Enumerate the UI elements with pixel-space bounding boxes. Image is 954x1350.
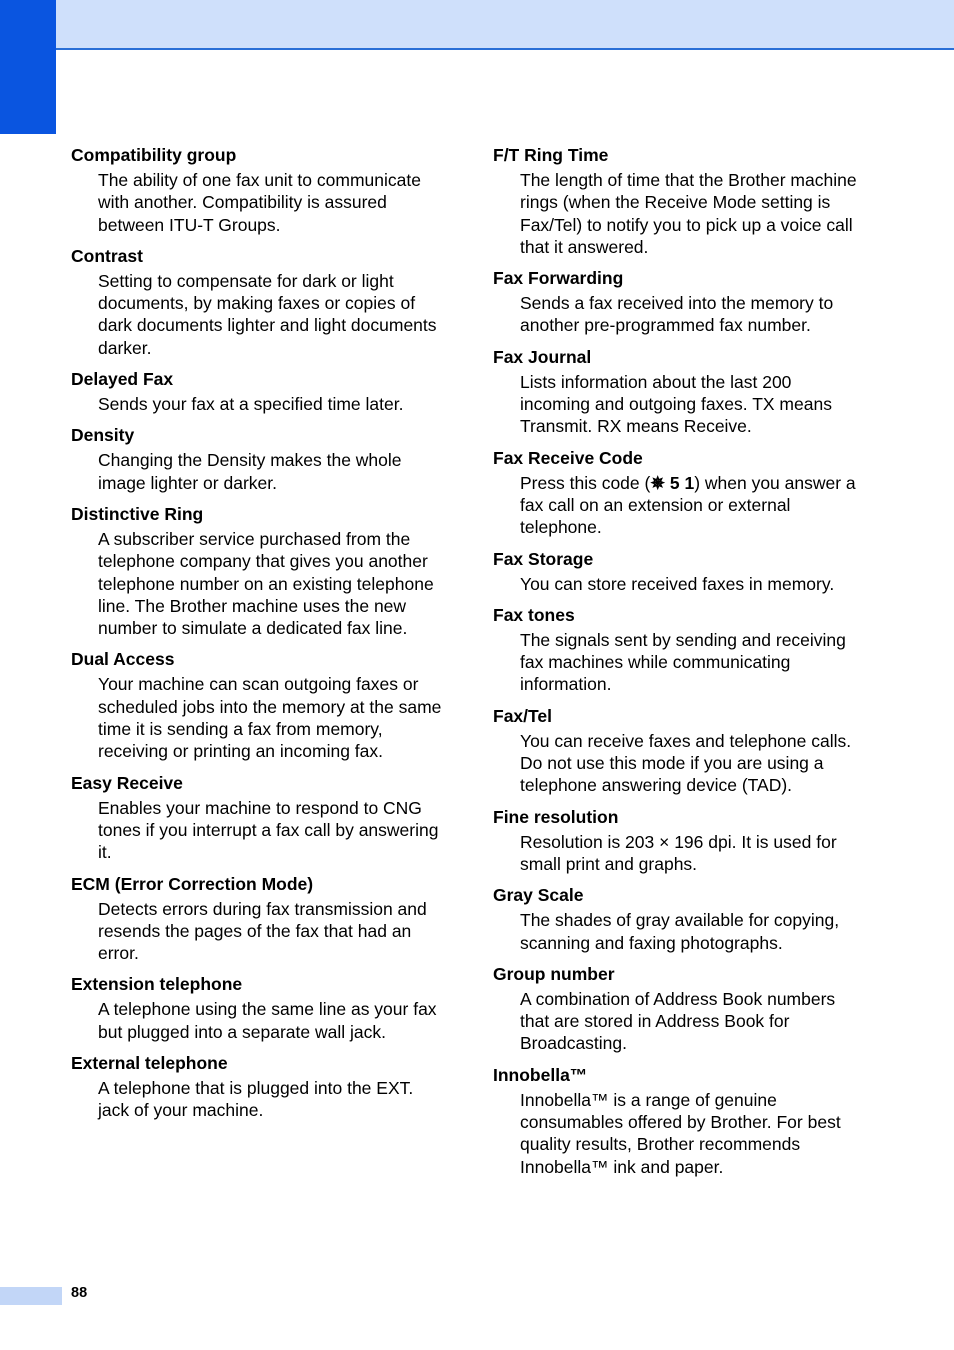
term: Distinctive Ring [71,503,204,524]
term: External telephone [71,1053,228,1074]
definition: A subscriber service purchased from the telephone company that gives you another telephone number on an existing telephone line. The Brother machine uses the new number to simulate a dedicated fax line. [98,528,434,639]
definition: You can receive faxes and telephone calls. Do not use this mode if you are using a telephone answering device (TAD). [520,730,852,796]
definition: Detects errors during fax transmission and resends the pages of the fax that had an error. [98,898,427,964]
term: Group number [493,963,615,984]
glossary-left-column [71,144,443,1131]
glossary-entry-fax-tones [493,604,865,696]
definition-before: Press this code ( [520,472,651,493]
glossary-entry-density [71,424,443,494]
definition: A telephone that is plugged into the EXT. jack of your machine. [98,1078,414,1121]
glossary-entry-easy-receive [71,772,443,864]
glossary-entry-ecm [71,873,443,965]
page-number-tab [0,1287,62,1305]
glossary-entry-fine-resolution [493,806,865,876]
glossary-entry-compatibility-group [71,144,443,236]
glossary-entry-distinctive-ring [71,503,443,639]
definition: Innobella™ is a range of genuine consumables offered by Brother. For best quality results, Brother recommends Innobella™ ink and paper. [520,1089,841,1177]
term: Dual Access [71,649,175,670]
term: Delayed Fax [71,369,174,390]
chapter-tab [0,0,56,134]
term: Fax Receive Code [493,447,643,468]
term: Density [71,425,135,446]
term: Extension telephone [71,974,243,995]
definition: Sends a fax received into the memory to another pre-programmed fax number. [520,293,834,336]
term: Fax Forwarding [493,268,624,289]
term: ECM (Error Correction Mode) [71,873,314,894]
definition: A combination of Address Book numbers that are stored in Address Book for Broadcasting. [520,988,836,1054]
definition: A telephone using the same line as your fax but plugged into a separate wall jack. [98,999,437,1042]
page-number: 88 [71,1285,88,1301]
definition: Sends your fax at a specified time later. [98,394,404,415]
header-band [56,0,954,50]
definition [520,472,865,539]
term: Fax tones [493,604,575,625]
glossary-entry-innobella [493,1064,865,1178]
definition: You can store received faxes in memory. [520,573,835,594]
receive-code: ✵ 5 1 [650,472,695,493]
definition: Changing the Density makes the whole image lighter or darker. [98,450,402,493]
glossary-right-column [493,144,865,1187]
glossary-entry-extension-telephone [71,973,443,1043]
glossary-entry-group-number [493,963,865,1055]
term: Fax Storage [493,548,594,569]
term: Compatibility group [71,145,237,165]
definition: The ability of one fax unit to communicate with another. Compatibility is assured between ITU-T Groups. [98,170,421,235]
glossary-entry-fax-tel [493,705,865,797]
definition: Your machine can scan outgoing faxes or scheduled jobs into the memory at the same time it is sending a fax from memory, receiving or printing an incoming fax. [98,674,442,762]
glossary-entry-fax-journal [493,346,865,438]
term: Fax Journal [493,346,592,367]
definition: The signals sent by sending and receiving fax machines while communicating information. [520,629,846,695]
glossary-entry-external-telephone [71,1052,443,1122]
term: Fax/Tel [493,705,553,726]
term: Fine resolution [493,806,619,827]
glossary-entry-fax-storage [493,548,865,595]
term: Gray Scale [493,885,584,906]
glossary-entry-fax-receive-code [493,447,865,539]
glossary-entry-ft-ring-time [493,144,865,258]
term: Contrast [71,245,143,266]
glossary-entry-gray-scale [493,884,865,954]
definition: The length of time that the Brother machine rings (when the Receive Mode setting is Fax/Tel) to notify you to pick up a voice call that it answered. [520,170,857,257]
term: Innobella™ [493,1064,588,1085]
term: Easy Receive [71,772,183,793]
glossary-entry-dual-access [71,648,443,762]
glossary-entry-fax-forwarding [493,267,865,337]
glossary-entry-delayed-fax [71,368,443,415]
definition: The shades of gray available for copying, scanning and faxing photographs. [520,910,840,953]
definition: Setting to compensate for dark or light documents, by making faxes or copies of dark documents lighter and light documents darker. [98,270,437,358]
definition: Resolution is 203 × 196 dpi. It is used for small print and graphs. [520,831,837,874]
definition: Enables your machine to respond to CNG tones if you interrupt a fax call by answering it. [98,797,439,863]
glossary-entry-contrast [71,245,443,359]
definition: Lists information about the last 200 incoming and outgoing faxes. TX means Transmit. RX means Receive. [520,371,832,437]
definition-after: ) when you answer a fax call on an extension or external telephone. [520,472,856,538]
term: F/T Ring Time [493,145,609,165]
